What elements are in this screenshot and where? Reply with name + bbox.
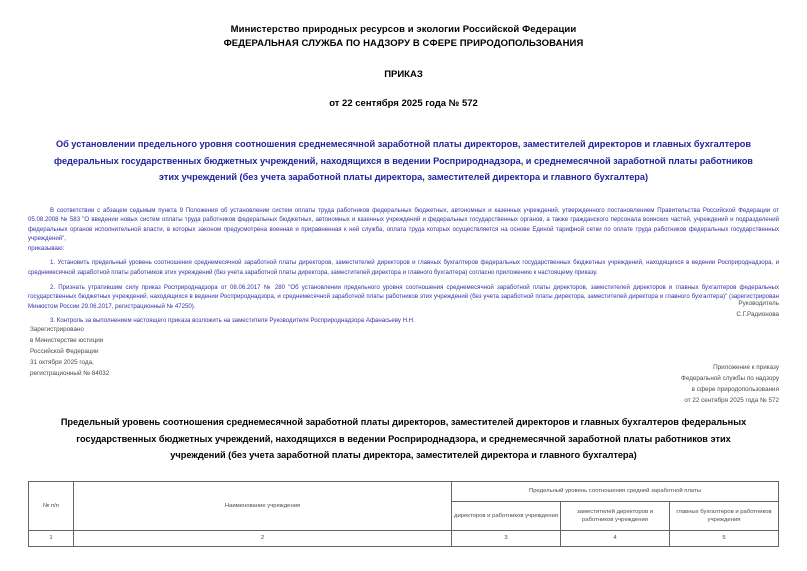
signature-name: С.Г.Радионова (736, 310, 779, 318)
table-header-deputy-directors: заместителей директоров и работников учреждения (561, 502, 670, 531)
table-header-group: Предельный уровень соотношения средней заработной платы (452, 482, 779, 502)
page-title: Об установлении предельного уровня соотношения среднемесячной заработной платы директоров, заместителей директоров и главных бухгалтеров федеральных государственных бюджетных учреждений, находящихся в ведении Росприроднадзора, и среднемесячной заработной платы работников этих учреждений (без учета заработной платы директора, заместителей директора и главного бухгалтера) (54, 139, 753, 182)
table-cell-num-1: 1 (29, 531, 74, 547)
preamble-paragraph: В соответствии с абзацем седьмым пункта 9 Положения об установлении систем оплаты труда работников федеральных бюджетных, автономных и казенных учреждений, утвержденного постановлением Правительства Российской Федерации от 05.08.2008 № 583 "О введении новых систем оплаты труда работников федеральных бюджетных, автономных и казенных учреждений и федеральных государственных органов, а также гражданского персонала воинских частей, учреждений и подразделений федеральных органов исполнительной власти, в которых законом предусмотрена военная и приравненная к ней служба, оплата труда которых осуществляется на основе Единой тарифной сетки по оплате труда работников федеральных государственных учреждений", (28, 206, 779, 243)
appendix-reference (681, 362, 779, 406)
table-cell-num-3: 3 (452, 531, 561, 547)
table-cell-num-5: 5 (670, 531, 779, 547)
ratio-table (28, 481, 779, 547)
table-cell-num-4: 4 (561, 531, 670, 547)
registration-block (30, 324, 109, 379)
table-header-chief-accountants: главных бухгалтеров и работников учреждения (670, 502, 779, 531)
appendix-ref-line-4: от 22 сентября 2025 года № 572 (684, 397, 779, 404)
order-item-3: 3. Контроль за выполнением настоящего приказа возложить на заместителя Руководителя Росприроднадзора Афанасьеву Н.Н. (50, 317, 415, 325)
document-date-number: от 22 сентября 2025 года № 572 (329, 98, 478, 109)
appendix-ref-line-3: в сфере природопользования (691, 386, 779, 393)
registration-line-4: 31 октября 2025 года, (30, 359, 94, 366)
table-header-number: № п/п (29, 482, 74, 531)
document-body (28, 206, 779, 327)
registration-line-5: регистрационный № 84032 (30, 370, 110, 377)
table-header-row-1 (29, 482, 779, 502)
registration-line-3: Российской Федерации (30, 348, 99, 355)
registration-line-1: Зарегистрировано (30, 326, 84, 333)
order-item-2: 2. Признать утратившим силу приказ Росприроднадзора от 08.06.2017 № 280 "Об установлении предельного уровня соотношения среднемесячной заработной платы директоров, заместителей директоров и главных бухгалтеров федеральных государственных бюджетных учреждений, находящихся в ведении Росприроднадзора, и среднемесячной заработной платы работников этих учреждений (без учета заработной платы директора, заместителей директора и главного бухгалтера)" (зарегистрирован Минюстом России 29.06.2017, регистрационный № 47250). (28, 283, 779, 310)
table-row (29, 531, 779, 547)
service-line: ФЕДЕРАЛЬНАЯ СЛУЖБА ПО НАДЗОРУ В СФЕРЕ ПРИРОДОПОЛЬЗОВАНИЯ (223, 38, 584, 49)
signature-role: Руководитель (738, 300, 779, 307)
order-item-1: 1. Установить предельный уровень соотношения среднемесячной заработной платы директоров, заместителей директоров и главных бухгалтеров федеральных государственных бюджетных учреждений, находящихся в ведении Росприроднадзора, и среднемесячной заработной платы работников этих учреждений (без учета заработной платы директора, заместителей директора и главного бухгалтера) согласно приложению к настоящему приказу. (28, 259, 779, 277)
document-type: ПРИКАЗ (384, 69, 423, 80)
table-header-directors: директоров и работников учреждения (452, 502, 561, 531)
table-cell-num-2: 2 (74, 531, 452, 547)
appendix-ref-line-2: Федеральной службы по надзору (681, 375, 779, 382)
appendix-title: Предельный уровень соотношения среднемесячной заработной платы директоров, заместителей директоров и главных бухгалтеров федеральных государственных бюджетных учреждений, находящихся в ведении Росприроднадзора, и среднемесячной заработной платы работников этих учреждений (без учета заработной платы директора, заместителей директора и главного бухгалтера) (60, 417, 747, 460)
ministry-line: Министерство природных ресурсов и экологии Российской Федерации (230, 24, 577, 35)
appendix-ref-line-1: Приложение к приказу (713, 364, 779, 371)
signature-block (736, 299, 779, 320)
registration-line-2: в Министерстве юстиции (30, 337, 104, 344)
table-header-institution: Наименование учреждения (74, 482, 452, 531)
order-word: приказываю: (28, 244, 65, 252)
